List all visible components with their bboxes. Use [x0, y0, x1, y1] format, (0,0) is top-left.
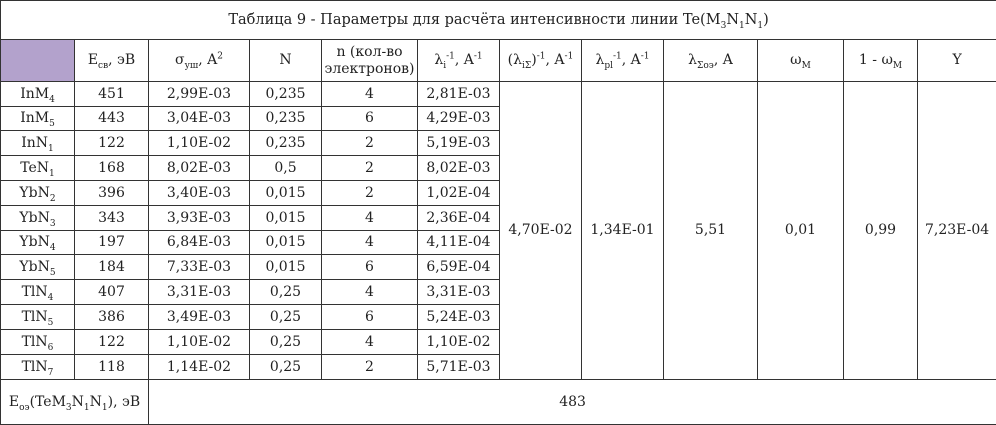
merged-lambda-pl-inv: 1,34E-01 [582, 81, 664, 379]
cell-binding-energy: 197 [75, 230, 149, 255]
merged-y: 7,23E-04 [918, 81, 996, 379]
header-lambda-pl: $\lambda_{pl}^{-1}$, $A^{-1}$ [582, 40, 664, 81]
cell-lambda-i: 4,29E-03 [418, 106, 500, 131]
cell-electron-count: 2 [322, 180, 418, 205]
cell-cross-section: 8,02E-03 [149, 156, 250, 181]
cell-cross-section: 6,84E-03 [149, 230, 250, 255]
cell-lambda-i: 8,02E-03 [418, 156, 500, 181]
cell-n: 0,015 [250, 205, 322, 230]
cell-cross-section: 1,10E-02 [149, 329, 250, 354]
cell-cross-section: 2,99E-03 [149, 81, 250, 106]
cell-electron-count: 4 [322, 329, 418, 354]
footer-row [1, 379, 996, 424]
cell-lambda-i: 5,19E-03 [418, 131, 500, 156]
cell-cross-section: 1,10E-02 [149, 131, 250, 156]
cell-electron-count: 4 [322, 280, 418, 305]
merged-lambda-total: 5,51 [664, 81, 758, 379]
cell-lambda-i: 2,81E-03 [418, 81, 500, 106]
cell-electron-count: 2 [322, 131, 418, 156]
cell-binding-energy: 396 [75, 180, 149, 205]
cell-electron-count: 4 [322, 81, 418, 106]
cell-cross-section: 3,49E-03 [149, 305, 250, 330]
merged-omega: 0,01 [758, 81, 844, 379]
cell-element: TlN$_4$ [1, 280, 75, 305]
cell-element: InM$_4$ [1, 81, 75, 106]
cell-lambda-i: 5,24E-03 [418, 305, 500, 330]
header-row [1, 40, 996, 81]
cell-element: TlN$_6$ [1, 329, 75, 354]
cell-binding-energy: 386 [75, 305, 149, 330]
header-omega: $\omega_M$ [758, 40, 844, 81]
cell-lambda-i: 4,11E-04 [418, 230, 500, 255]
merged-one-minus-omega: 0,99 [844, 81, 918, 379]
cell-n: 0,25 [250, 329, 322, 354]
cell-cross-section: 3,31E-03 [149, 280, 250, 305]
cell-lambda-i: 2,36E-04 [418, 205, 500, 230]
cell-binding-energy: 168 [75, 156, 149, 181]
cell-element: YbN$_2$ [1, 180, 75, 205]
header-electron-count: n (кол-во электронов) [322, 40, 418, 81]
cell-electron-count: 6 [322, 255, 418, 280]
cell-binding-energy: 118 [75, 354, 149, 379]
cell-lambda-i: 6,59E-04 [418, 255, 500, 280]
cell-element: TeN$_1$ [1, 156, 75, 181]
cell-electron-count: 2 [322, 354, 418, 379]
header-lambda-total: $\lambda_{\Sigma оэ}$, A [664, 40, 758, 81]
cell-cross-section: 1,14E-02 [149, 354, 250, 379]
cell-binding-energy: 343 [75, 205, 149, 230]
cell-cross-section: 7,33E-03 [149, 255, 250, 280]
cell-electron-count: 4 [322, 205, 418, 230]
cell-binding-energy: 122 [75, 131, 149, 156]
header-y: Y [918, 40, 996, 81]
cell-binding-energy: 184 [75, 255, 149, 280]
cell-element: InN$_1$ [1, 131, 75, 156]
cell-electron-count: 6 [322, 106, 418, 131]
cell-n: 0,25 [250, 354, 322, 379]
cell-binding-energy: 451 [75, 81, 149, 106]
header-swatch [1, 40, 75, 81]
cell-binding-energy: 443 [75, 106, 149, 131]
header-cross-section: $\sigma_{уш}$, $A^2$ [149, 40, 250, 81]
cell-n: 0,015 [250, 255, 322, 280]
cell-cross-section: 3,40E-03 [149, 180, 250, 205]
cell-element: YbN$_5$ [1, 255, 75, 280]
cell-element: TlN$_5$ [1, 305, 75, 330]
cell-n: 0,235 [250, 106, 322, 131]
cell-electron-count: 4 [322, 230, 418, 255]
cell-binding-energy: 407 [75, 280, 149, 305]
cell-electron-count: 2 [322, 156, 418, 181]
cell-lambda-i: 1,10E-02 [418, 329, 500, 354]
cell-n: 0,015 [250, 180, 322, 205]
cell-lambda-i: 1,02E-04 [418, 180, 500, 205]
cell-cross-section: 3,04E-03 [149, 106, 250, 131]
cell-lambda-i: 3,31E-03 [418, 280, 500, 305]
footer-label: $E_{оэ}(TeM_3N_1N_1)$, эВ [1, 379, 149, 424]
cell-n: 0,235 [250, 81, 322, 106]
header-one-minus-omega: $1 - \omega_M$ [844, 40, 918, 81]
cell-n: 0,235 [250, 131, 322, 156]
cell-lambda-i: 5,71E-03 [418, 354, 500, 379]
cell-n: 0,25 [250, 305, 322, 330]
cell-n: 0,015 [250, 230, 322, 255]
header-lambda-isum: $(\lambda_{i\Sigma})^{-1}$, $A^{-1}$ [500, 40, 582, 81]
cell-element: InM$_5$ [1, 106, 75, 131]
header-binding-energy: $E_{св}$, эВ [75, 40, 149, 81]
cell-binding-energy: 122 [75, 329, 149, 354]
cell-element: YbN$_4$ [1, 230, 75, 255]
table-row [1, 81, 996, 106]
cell-n: 0,5 [250, 156, 322, 181]
header-n: N [250, 40, 322, 81]
header-lambda-i: $\lambda_i^{-1}$, $A^{-1}$ [418, 40, 500, 81]
cell-n: 0,25 [250, 280, 322, 305]
cell-electron-count: 6 [322, 305, 418, 330]
cell-element: TlN$_7$ [1, 354, 75, 379]
cell-element: YbN$_3$ [1, 205, 75, 230]
table-caption: Таблица 9 - Параметры для расчёта интенсивности линии $Te(M_3N_1N_1)$ [1, 1, 996, 40]
merged-lambda-isum-inv: 4,70E-02 [500, 81, 582, 379]
cell-cross-section: 3,93E-03 [149, 205, 250, 230]
footer-value: 483 [149, 379, 996, 424]
